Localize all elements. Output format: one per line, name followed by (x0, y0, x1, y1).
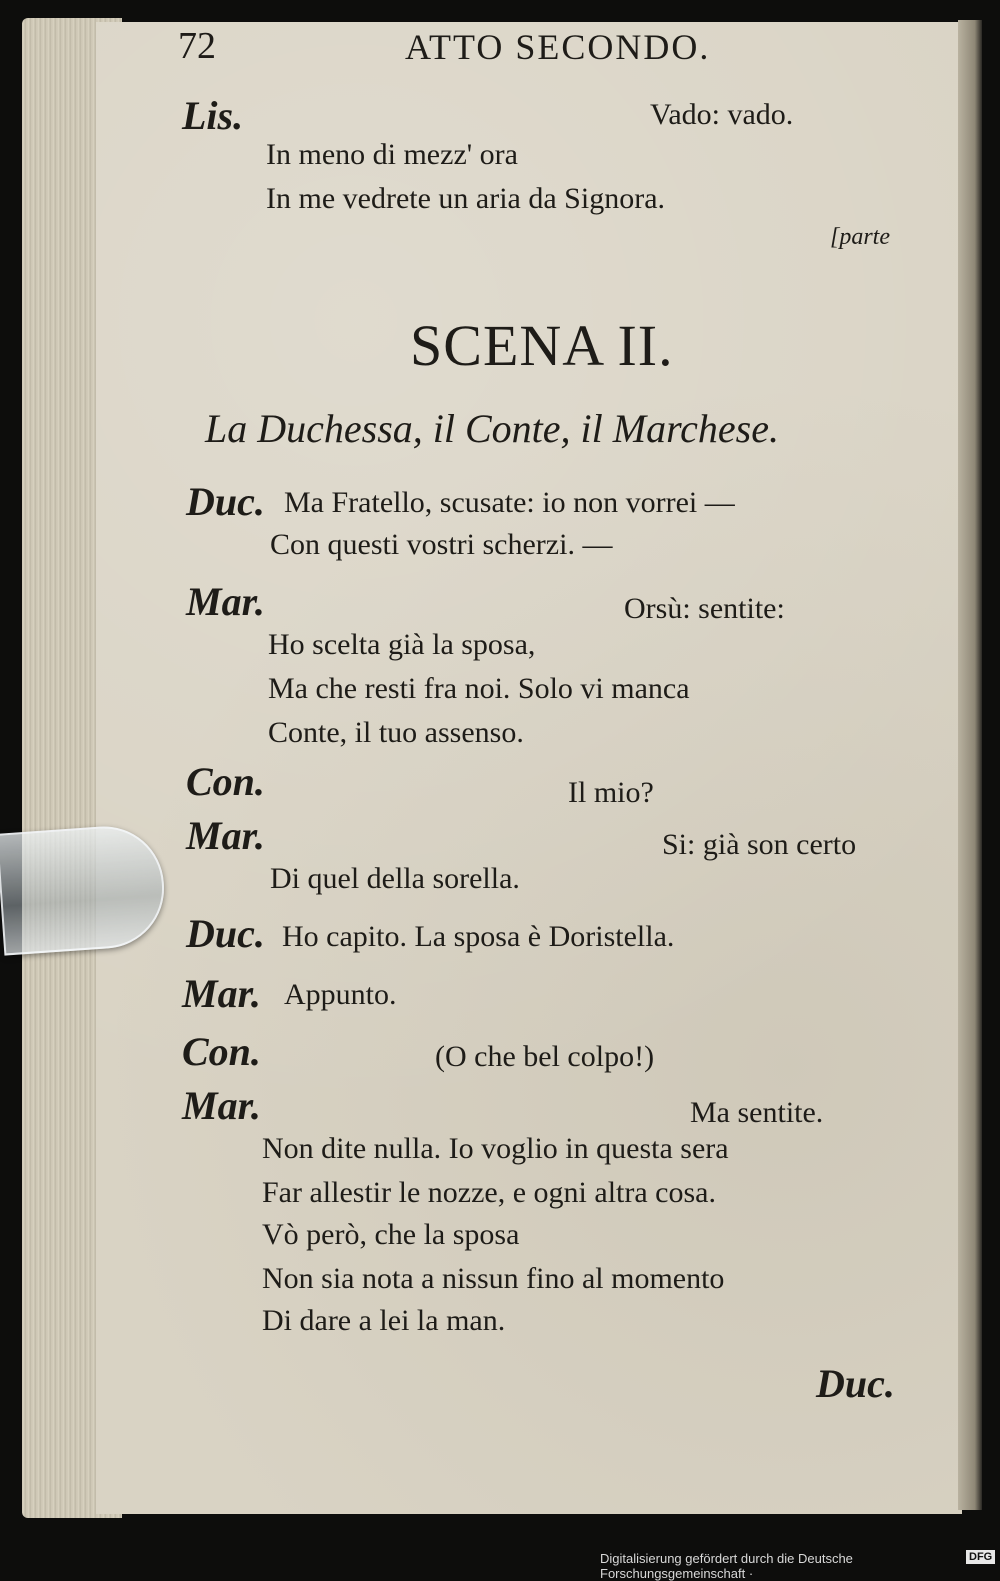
verse-line: Ho scelta già la sposa, (268, 628, 536, 661)
verse-line: Orsù: sentite: (624, 592, 785, 625)
verse-line: Con questi vostri scherzi. — (270, 528, 613, 561)
verse-line: Di dare a lei la man. (262, 1304, 506, 1337)
speaker: Mar. (186, 813, 265, 858)
speaker-lis: Lis. (182, 93, 244, 138)
verse-line: Conte, il tuo assenso. (268, 716, 524, 749)
speaker: Mar. (182, 1083, 261, 1128)
speaker: Mar. (186, 579, 265, 624)
running-title: ATTO SECONDO. (405, 27, 711, 67)
verse-line: (O che bel colpo!) (435, 1040, 655, 1073)
verse-line: Non sia nota a nissun fino al momento (262, 1262, 725, 1295)
verse-line: Ho capito. La sposa è Doristella. (282, 920, 675, 953)
page-edge (958, 20, 982, 1510)
verse-line: Ma che resti fra noi. Solo vi manca (268, 672, 690, 705)
stage-direction: [parte (830, 224, 890, 250)
verse-line: Far allestir le nozze, e ogni altra cosa. (262, 1176, 716, 1209)
speaker: Duc. (186, 911, 265, 956)
speaker: Con. (186, 759, 265, 804)
scene-title: SCENA II. (410, 313, 674, 378)
verse-line: Di quel della sorella. (270, 862, 520, 895)
speaker: Duc. (186, 479, 265, 524)
scene-characters: La Duchessa, il Conte, il Marchese. (205, 406, 780, 451)
verse-line: Si: già son certo (662, 828, 857, 861)
verse-line: Ma sentite. (690, 1096, 824, 1129)
verse-line: In meno di mezz' ora (266, 138, 518, 171)
verse-line: Ma Fratello, scusate: io non vorrei — (284, 486, 735, 519)
digitization-credit: Digitalisierung gefördert durch die Deutsche Forschungsgemeinschaft · (600, 1551, 853, 1581)
verse-line: In me vedrete un aria da Signora. (266, 182, 666, 215)
verse-line: Il mio? (568, 776, 654, 809)
speaker: Con. (182, 1029, 261, 1074)
page-number: 72 (178, 25, 216, 67)
verse-line: Vado: vado. (650, 98, 794, 131)
dfg-logo: DFG (966, 1550, 995, 1564)
verse-line: Appunto. (284, 978, 397, 1011)
verse-line: Vò però, che la sposa (262, 1218, 520, 1251)
catchword: Duc. (816, 1361, 895, 1406)
verse-line: Non dite nulla. Io voglio in questa sera (262, 1132, 729, 1165)
speaker: Mar. (182, 971, 261, 1016)
